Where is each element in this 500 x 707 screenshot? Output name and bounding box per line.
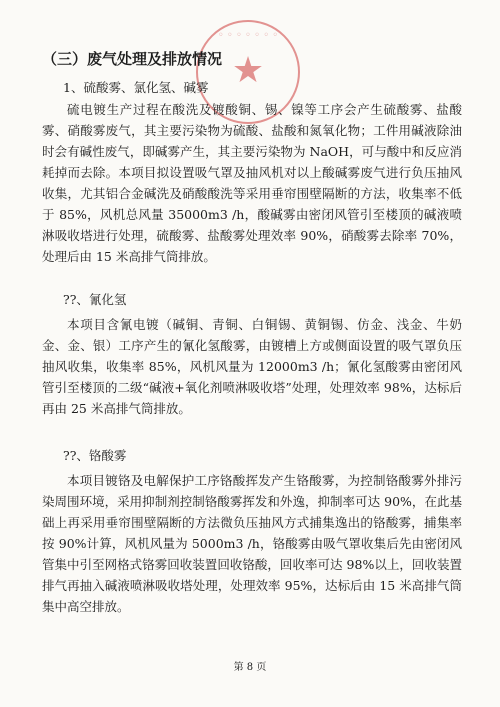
paragraph-2: 本项目含氰电镀（碱铜、青铜、白铜锡、黄铜锡、仿金、浅金、牛奶金、金、银）工序产生的氰化氢酸雾，由镀槽上方或侧面设置的吸气罩负压抽风收集，收集率 85%，风机风量为 12000m3 /h；氰化氢酸雾由密闭风管引至楼顶的二级“碱液+氧化剂喷淋吸收塔”处理，处理效率 98%，达标后再由 25 米高排气筒排放。 bbox=[42, 317, 462, 416]
subsection-title-2: ??、氰化氢 bbox=[63, 292, 127, 307]
paragraph-3: 本项目镀铬及电解保护工序铬酸挥发产生铬酸雾，为控制铬酸雾外排污染周围环境，采用抑制剂控制铬酸雾挥发和外逸，抑制率可达 90%，在此基础上再采用垂帘围壁隔断的方法微负压抽风方式捕集逸出的铬酸雾，捕集率按 90%计算，风机风量为 5000m3 /h，铬酸雾由吸气罩收集后先由密闭风管集中引至网格式铬雾回收装置回收铬酸，回收率可达 98%以上，回收装置排气再抽入碱液喷淋吸收塔处理，处理效率 95%，达标后由 15 米高排气筒集中高空排放。 bbox=[42, 473, 462, 614]
subsection-title-1: 1、硫酸雾、氯化氢、碱雾 bbox=[63, 80, 209, 95]
page-number: 第 8 页 bbox=[233, 662, 267, 673]
paragraph-1: 硫电镀生产过程在酸洗及镀酸铜、锡、镍等工序会产生硫酸雾、盐酸雾、硝酸雾废气，其主要污染物为硫酸、盐酸和氮氧化物；工件用碱液除油时会有碱性废气，即碱雾产生，其主要污染物为 NaOH，可与酸中和反应消耗掉而去除。本项目拟设置吸气罩及抽风机对以上酸碱雾废气进行负压抽风收集，尤其铝合金碱洗及硝酸酸洗等采用垂帘围壁隔断的方法，收集率不低于 85%，风机总风量 35000m3 /h，酸碱雾由密闭风管引至楼顶的碱液喷淋吸收塔进行处理，硫酸雾、盐酸雾处理效率 90%，硝酸雾去除率 70%，处理后由 15 米高排气筒排放。 bbox=[42, 102, 462, 264]
subsection-title-3: ??、铬酸雾 bbox=[63, 448, 127, 463]
seal-star-icon: ★ bbox=[231, 50, 265, 91]
seal-text-decoration: ◦ ◦ ◦ ◦ ◦ ◦ ◦ bbox=[217, 30, 279, 41]
section-heading: （三）废气处理及排放情况 bbox=[42, 50, 223, 68]
